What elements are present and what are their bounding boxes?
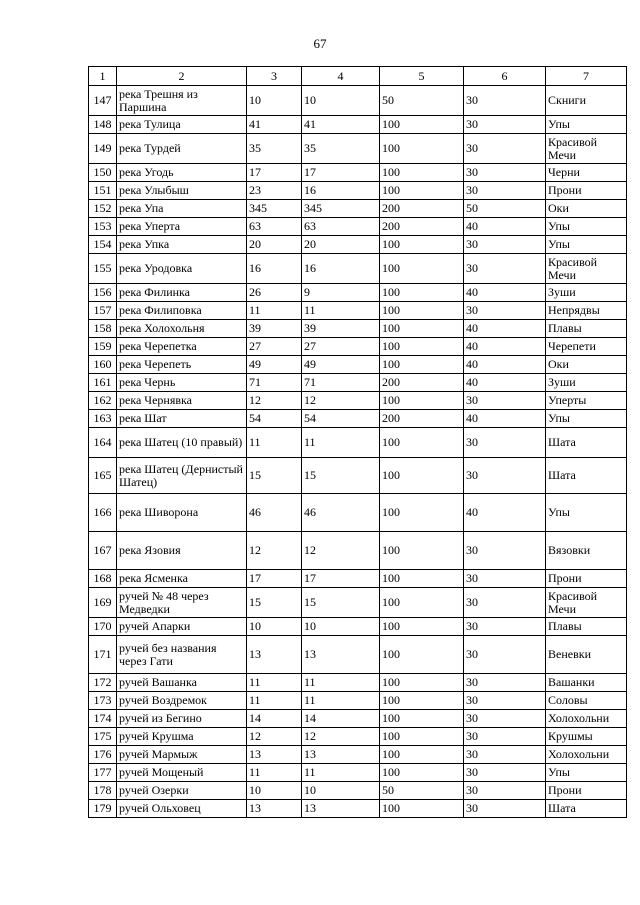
value-col-6: 30	[464, 618, 546, 636]
value-col-4: 27	[302, 338, 380, 356]
column-header: 2	[117, 67, 247, 86]
value-col-5: 200	[380, 200, 464, 218]
row-number: 166	[89, 494, 117, 532]
value-col-3: 13	[247, 636, 302, 674]
table-row	[89, 618, 627, 636]
row-number: 165	[89, 458, 117, 494]
table-row	[89, 116, 627, 134]
value-col-6: 30	[464, 134, 546, 164]
value-col-6: 30	[464, 532, 546, 570]
value-col-5: 100	[380, 392, 464, 410]
table-row	[89, 746, 627, 764]
object-name: река Уродовка	[117, 254, 247, 284]
value-col-5: 100	[380, 164, 464, 182]
value-col-6: 30	[464, 636, 546, 674]
value-col-5: 100	[380, 710, 464, 728]
row-number: 155	[89, 254, 117, 284]
receiving-water: Черепети	[546, 338, 627, 356]
value-col-4: 11	[302, 764, 380, 782]
value-col-5: 100	[380, 728, 464, 746]
value-col-4: 12	[302, 532, 380, 570]
receiving-water: Непрядвы	[546, 302, 627, 320]
object-name: ручей № 48 через Медведки	[117, 588, 247, 618]
table-row	[89, 782, 627, 800]
receiving-water: Зуши	[546, 374, 627, 392]
receiving-water: Холохольни	[546, 710, 627, 728]
value-col-5: 200	[380, 374, 464, 392]
object-name: река Турдей	[117, 134, 247, 164]
value-col-4: 11	[302, 692, 380, 710]
value-col-3: 15	[247, 458, 302, 494]
row-number: 179	[89, 800, 117, 818]
value-col-6: 30	[464, 164, 546, 182]
table-row	[89, 254, 627, 284]
value-col-4: 13	[302, 746, 380, 764]
object-name: ручей Мощеный	[117, 764, 247, 782]
table-row	[89, 532, 627, 570]
value-col-3: 13	[247, 800, 302, 818]
table-row	[89, 458, 627, 494]
row-number: 173	[89, 692, 117, 710]
value-col-4: 15	[302, 588, 380, 618]
value-col-4: 16	[302, 182, 380, 200]
value-col-3: 11	[247, 428, 302, 458]
value-col-3: 17	[247, 164, 302, 182]
object-name: река Чернявка	[117, 392, 247, 410]
value-col-6: 30	[464, 674, 546, 692]
object-name: ручей из Бегино	[117, 710, 247, 728]
row-number: 152	[89, 200, 117, 218]
value-col-4: 20	[302, 236, 380, 254]
value-col-6: 40	[464, 320, 546, 338]
object-name: река Шиворона	[117, 494, 247, 532]
object-name: река Язовия	[117, 532, 247, 570]
table-row	[89, 302, 627, 320]
receiving-water: Красивой Мечи	[546, 588, 627, 618]
value-col-5: 100	[380, 356, 464, 374]
value-col-5: 100	[380, 338, 464, 356]
receiving-water: Шата	[546, 428, 627, 458]
value-col-4: 39	[302, 320, 380, 338]
object-name: река Шат	[117, 410, 247, 428]
row-number: 160	[89, 356, 117, 374]
value-col-3: 10	[247, 618, 302, 636]
row-number: 150	[89, 164, 117, 182]
value-col-5: 100	[380, 494, 464, 532]
value-col-6: 30	[464, 728, 546, 746]
value-col-5: 100	[380, 320, 464, 338]
value-col-5: 100	[380, 746, 464, 764]
value-col-6: 40	[464, 356, 546, 374]
value-col-5: 100	[380, 458, 464, 494]
value-col-3: 71	[247, 374, 302, 392]
data-table	[88, 66, 627, 818]
value-col-4: 10	[302, 618, 380, 636]
row-number: 153	[89, 218, 117, 236]
object-name: река Упка	[117, 236, 247, 254]
row-number: 148	[89, 116, 117, 134]
receiving-water: Соловы	[546, 692, 627, 710]
object-name: ручей Крушма	[117, 728, 247, 746]
value-col-6: 30	[464, 116, 546, 134]
value-col-3: 16	[247, 254, 302, 284]
table-row	[89, 236, 627, 254]
value-col-4: 345	[302, 200, 380, 218]
table-row	[89, 588, 627, 618]
receiving-water: Упы	[546, 116, 627, 134]
table-row	[89, 284, 627, 302]
value-col-6: 30	[464, 236, 546, 254]
object-name: река Чернь	[117, 374, 247, 392]
value-col-3: 345	[247, 200, 302, 218]
value-col-5: 100	[380, 182, 464, 200]
table-row	[89, 692, 627, 710]
receiving-water: Прони	[546, 570, 627, 588]
value-col-3: 12	[247, 392, 302, 410]
column-header: 5	[380, 67, 464, 86]
column-header: 7	[546, 67, 627, 86]
value-col-3: 27	[247, 338, 302, 356]
value-col-5: 100	[380, 764, 464, 782]
row-number: 158	[89, 320, 117, 338]
value-col-4: 12	[302, 728, 380, 746]
row-number: 161	[89, 374, 117, 392]
value-col-3: 23	[247, 182, 302, 200]
value-col-6: 30	[464, 782, 546, 800]
value-col-5: 100	[380, 116, 464, 134]
receiving-water: Скниги	[546, 86, 627, 116]
object-name: река Шатец (Дернистый Шатец)	[117, 458, 247, 494]
object-name: ручей Озерки	[117, 782, 247, 800]
receiving-water: Веневки	[546, 636, 627, 674]
value-col-4: 11	[302, 428, 380, 458]
value-col-6: 30	[464, 692, 546, 710]
value-col-6: 40	[464, 284, 546, 302]
value-col-6: 30	[464, 746, 546, 764]
value-col-4: 54	[302, 410, 380, 428]
object-name: ручей Вашанка	[117, 674, 247, 692]
receiving-water: Упы	[546, 236, 627, 254]
row-number: 177	[89, 764, 117, 782]
value-col-3: 49	[247, 356, 302, 374]
value-col-5: 50	[380, 86, 464, 116]
value-col-4: 9	[302, 284, 380, 302]
value-col-6: 30	[464, 570, 546, 588]
value-col-5: 100	[380, 302, 464, 320]
table-row	[89, 218, 627, 236]
object-name: река Трешня из Паршина	[117, 86, 247, 116]
receiving-water: Холохольни	[546, 746, 627, 764]
object-name: река Шатец (10 правый)	[117, 428, 247, 458]
value-col-3: 15	[247, 588, 302, 618]
receiving-water: Упы	[546, 218, 627, 236]
receiving-water: Оки	[546, 200, 627, 218]
receiving-water: Крушмы	[546, 728, 627, 746]
table-row	[89, 428, 627, 458]
table-row	[89, 356, 627, 374]
value-col-4: 14	[302, 710, 380, 728]
row-number: 159	[89, 338, 117, 356]
value-col-4: 17	[302, 570, 380, 588]
receiving-water: Шата	[546, 458, 627, 494]
row-number: 167	[89, 532, 117, 570]
value-col-6: 40	[464, 218, 546, 236]
table-row	[89, 320, 627, 338]
table-row	[89, 728, 627, 746]
receiving-water: Вязовки	[546, 532, 627, 570]
object-name: река Филинка	[117, 284, 247, 302]
receiving-water: Красивой Мечи	[546, 254, 627, 284]
row-number: 175	[89, 728, 117, 746]
value-col-5: 100	[380, 236, 464, 254]
receiving-water: Плавы	[546, 618, 627, 636]
row-number: 168	[89, 570, 117, 588]
value-col-3: 11	[247, 764, 302, 782]
receiving-water: Черни	[546, 164, 627, 182]
value-col-6: 30	[464, 86, 546, 116]
value-col-3: 54	[247, 410, 302, 428]
row-number: 176	[89, 746, 117, 764]
value-col-3: 26	[247, 284, 302, 302]
table-row	[89, 764, 627, 782]
value-col-4: 71	[302, 374, 380, 392]
value-col-6: 40	[464, 374, 546, 392]
value-col-5: 100	[380, 134, 464, 164]
row-number: 169	[89, 588, 117, 618]
value-col-4: 10	[302, 782, 380, 800]
table-row	[89, 674, 627, 692]
row-number: 151	[89, 182, 117, 200]
value-col-4: 35	[302, 134, 380, 164]
column-header: 1	[89, 67, 117, 86]
value-col-6: 40	[464, 338, 546, 356]
value-col-5: 100	[380, 800, 464, 818]
table-row	[89, 374, 627, 392]
value-col-5: 200	[380, 410, 464, 428]
value-col-6: 30	[464, 800, 546, 818]
value-col-4: 12	[302, 392, 380, 410]
receiving-water: Прони	[546, 182, 627, 200]
receiving-water: Уперты	[546, 392, 627, 410]
value-col-6: 30	[464, 710, 546, 728]
value-col-6: 40	[464, 410, 546, 428]
table-row	[89, 710, 627, 728]
table-row	[89, 410, 627, 428]
value-col-5: 100	[380, 674, 464, 692]
value-col-5: 100	[380, 692, 464, 710]
table-row	[89, 134, 627, 164]
value-col-3: 14	[247, 710, 302, 728]
row-number: 154	[89, 236, 117, 254]
value-col-3: 10	[247, 782, 302, 800]
value-col-4: 16	[302, 254, 380, 284]
value-col-5: 100	[380, 570, 464, 588]
receiving-water: Прони	[546, 782, 627, 800]
object-name: ручей Мармыж	[117, 746, 247, 764]
receiving-water: Вашанки	[546, 674, 627, 692]
value-col-3: 10	[247, 86, 302, 116]
value-col-3: 11	[247, 674, 302, 692]
table-row	[89, 164, 627, 182]
value-col-5: 100	[380, 254, 464, 284]
value-col-3: 12	[247, 728, 302, 746]
value-col-3: 46	[247, 494, 302, 532]
object-name: река Филиповка	[117, 302, 247, 320]
receiving-water: Красивой Мечи	[546, 134, 627, 164]
row-number: 172	[89, 674, 117, 692]
value-col-5: 50	[380, 782, 464, 800]
value-col-3: 12	[247, 532, 302, 570]
table-body	[89, 67, 627, 818]
object-name: река Улыбыш	[117, 182, 247, 200]
object-name: река Холохольня	[117, 320, 247, 338]
row-number: 178	[89, 782, 117, 800]
value-col-3: 13	[247, 746, 302, 764]
value-col-5: 100	[380, 284, 464, 302]
object-name: река Упа	[117, 200, 247, 218]
value-col-6: 30	[464, 302, 546, 320]
value-col-5: 200	[380, 218, 464, 236]
value-col-3: 35	[247, 134, 302, 164]
value-col-5: 100	[380, 588, 464, 618]
value-col-4: 15	[302, 458, 380, 494]
value-col-6: 30	[464, 182, 546, 200]
value-col-5: 100	[380, 618, 464, 636]
value-col-6: 30	[464, 392, 546, 410]
value-col-6: 30	[464, 458, 546, 494]
row-number: 171	[89, 636, 117, 674]
table-row	[89, 636, 627, 674]
value-col-4: 11	[302, 674, 380, 692]
column-header: 3	[247, 67, 302, 86]
receiving-water: Упы	[546, 494, 627, 532]
page-number: 67	[313, 36, 327, 51]
object-name: река Черепеть	[117, 356, 247, 374]
value-col-6: 30	[464, 428, 546, 458]
table-row	[89, 494, 627, 532]
row-number: 170	[89, 618, 117, 636]
value-col-4: 46	[302, 494, 380, 532]
value-col-5: 100	[380, 636, 464, 674]
object-name: река Угодь	[117, 164, 247, 182]
row-number: 147	[89, 86, 117, 116]
receiving-water: Упы	[546, 764, 627, 782]
value-col-3: 20	[247, 236, 302, 254]
value-col-6: 30	[464, 588, 546, 618]
value-col-3: 11	[247, 692, 302, 710]
table-row	[89, 570, 627, 588]
value-col-4: 10	[302, 86, 380, 116]
row-number: 157	[89, 302, 117, 320]
value-col-3: 17	[247, 570, 302, 588]
value-col-4: 17	[302, 164, 380, 182]
object-name: река Ясменка	[117, 570, 247, 588]
row-number: 162	[89, 392, 117, 410]
value-col-6: 30	[464, 764, 546, 782]
table-row	[89, 392, 627, 410]
object-name: ручей без названия через Гати	[117, 636, 247, 674]
object-name: река Уперта	[117, 218, 247, 236]
object-name: ручей Воздремок	[117, 692, 247, 710]
value-col-4: 63	[302, 218, 380, 236]
value-col-3: 63	[247, 218, 302, 236]
table-header-row	[89, 67, 627, 86]
value-col-3: 11	[247, 302, 302, 320]
value-col-3: 39	[247, 320, 302, 338]
value-col-4: 13	[302, 800, 380, 818]
value-col-6: 30	[464, 254, 546, 284]
row-number: 156	[89, 284, 117, 302]
object-name: река Тулица	[117, 116, 247, 134]
table-row	[89, 182, 627, 200]
receiving-water: Зуши	[546, 284, 627, 302]
row-number: 149	[89, 134, 117, 164]
table-row	[89, 200, 627, 218]
receiving-water: Плавы	[546, 320, 627, 338]
row-number: 164	[89, 428, 117, 458]
receiving-water: Оки	[546, 356, 627, 374]
row-number: 163	[89, 410, 117, 428]
table-row	[89, 86, 627, 116]
object-name: ручей Апарки	[117, 618, 247, 636]
value-col-4: 49	[302, 356, 380, 374]
value-col-5: 100	[380, 428, 464, 458]
value-col-6: 40	[464, 494, 546, 532]
receiving-water: Шата	[546, 800, 627, 818]
column-header: 4	[302, 67, 380, 86]
column-header: 6	[464, 67, 546, 86]
table-row	[89, 338, 627, 356]
value-col-4: 11	[302, 302, 380, 320]
object-name: ручей Ольховец	[117, 800, 247, 818]
value-col-5: 100	[380, 532, 464, 570]
table-row	[89, 800, 627, 818]
receiving-water: Упы	[546, 410, 627, 428]
value-col-4: 13	[302, 636, 380, 674]
value-col-3: 41	[247, 116, 302, 134]
value-col-4: 41	[302, 116, 380, 134]
value-col-6: 50	[464, 200, 546, 218]
object-name: река Черепетка	[117, 338, 247, 356]
row-number: 174	[89, 710, 117, 728]
